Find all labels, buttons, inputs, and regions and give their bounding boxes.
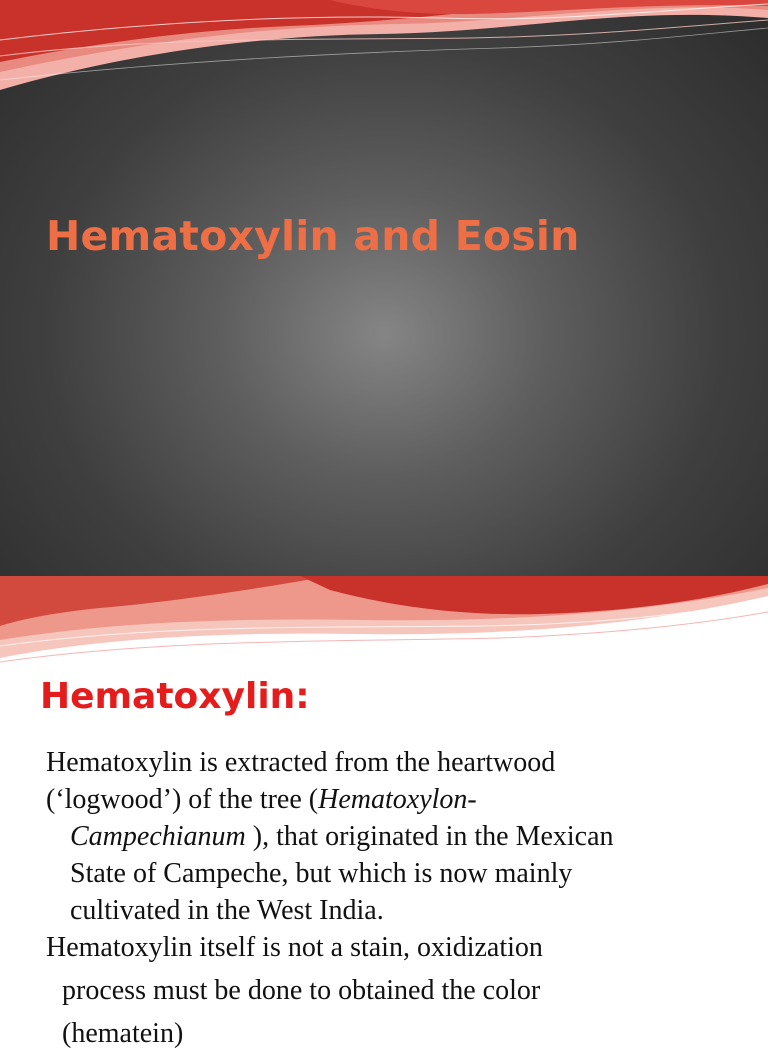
body-line: State of Campeche, but which is now mainly	[70, 858, 573, 889]
slide-title: Hematoxylin and Eosin	[46, 212, 580, 260]
slide-heading: Hematoxylin:	[40, 676, 310, 717]
body-line: Hematoxylin is extracted from the heartwood	[46, 747, 556, 778]
content-slide	[0, 576, 768, 1049]
body-line: Campechianum ), that originated in the Mexican	[70, 821, 614, 852]
body-line: (‘logwood’) of the tree (Hematoxylon-	[46, 784, 477, 815]
body-line: process must be done to obtained the color	[62, 975, 541, 1006]
decorative-wave-banner	[0, 576, 768, 671]
slide-body	[46, 744, 746, 1052]
body-line: (hematein)	[62, 1018, 184, 1049]
body-line: cultivated in the West India.	[70, 895, 384, 926]
decorative-wave-banner	[0, 0, 768, 110]
body-line: Hematoxylin itself is not a stain, oxidization	[46, 932, 543, 963]
